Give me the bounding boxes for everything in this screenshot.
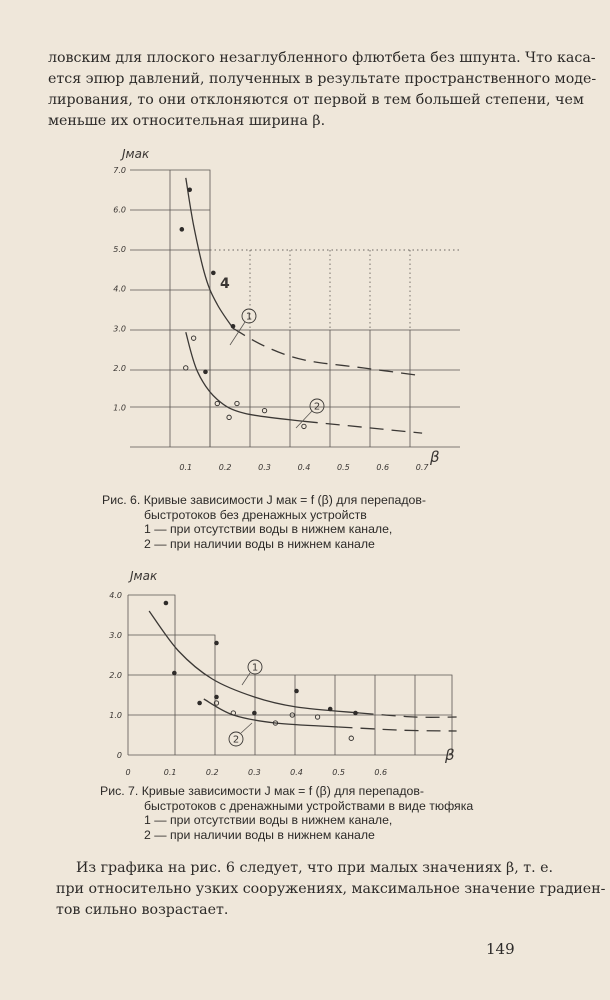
y-tick-label: 2.0 xyxy=(113,363,126,373)
x-tick-label: 0.7 xyxy=(415,463,429,472)
figure-6-chart xyxy=(100,140,460,480)
x-tick-label: 0 xyxy=(125,768,131,777)
y-tick-label: 2.0 xyxy=(109,671,122,680)
intro-line: ловским для плоского незаглубленного флютбета без шпунта. Что каса- xyxy=(48,50,596,66)
x-tick-label: 0.4 xyxy=(297,463,311,472)
caption-title: Рис. 7. Кривые зависимости J мак = f (β) для перепадов- xyxy=(100,784,424,798)
data-point-series-2 xyxy=(235,401,239,405)
stray-mark: 4 xyxy=(220,276,230,292)
x-tick-label: 0.6 xyxy=(374,768,388,777)
intro-line: меньше их относительная ширина β. xyxy=(48,113,326,129)
x-tick-label: 0.1 xyxy=(179,463,193,472)
curve-2-solid xyxy=(204,699,339,727)
x-tick-label: 0.3 xyxy=(248,768,261,777)
curve-label: 1 xyxy=(251,662,259,674)
data-point-series-1 xyxy=(252,711,257,716)
data-point-series-1 xyxy=(328,707,333,712)
y-tick-label: 3.0 xyxy=(109,631,122,640)
conclusion-line: при относительно узких сооружениях, максимальное значение градиен- xyxy=(56,881,606,897)
x-tick-label: 0.4 xyxy=(290,768,303,777)
y-tick-label: 4.0 xyxy=(109,591,122,600)
curve-1-solid xyxy=(186,178,233,328)
caption-line: 1 — при отсутствии воды в нижнем канале, xyxy=(144,522,393,536)
conclusion-paragraph xyxy=(56,858,606,921)
data-point-series-2 xyxy=(184,366,188,370)
data-point-series-2 xyxy=(349,736,353,740)
data-point-series-1 xyxy=(231,324,236,329)
intro-paragraph xyxy=(48,48,597,132)
data-point-series-2 xyxy=(215,401,219,405)
data-point-series-1 xyxy=(214,695,219,700)
curve-label-leader xyxy=(241,723,252,733)
data-point-series-1 xyxy=(180,227,185,232)
y-tick-label: 3.0 xyxy=(113,324,126,334)
page-number: 149 xyxy=(486,940,515,958)
conclusion-line: тов сильно возрастает. xyxy=(56,902,229,918)
data-point-series-1 xyxy=(294,689,299,694)
data-point-series-1 xyxy=(164,601,169,606)
curve-label-leader xyxy=(296,411,312,428)
x-tick-label: 0.1 xyxy=(163,768,177,777)
data-point-series-1 xyxy=(187,187,192,192)
caption-line: 2 — при наличии воды в нижнем канале xyxy=(144,536,375,551)
y-tick-label: 7.0 xyxy=(113,166,126,175)
y-tick-label: 1.0 xyxy=(113,403,126,413)
curve-label: 1 xyxy=(245,311,253,323)
y-axis-label: Jмак xyxy=(122,147,150,161)
x-tick-label: 0.5 xyxy=(332,768,345,777)
caption-line: быстротоков без дренажных устройств xyxy=(144,507,367,522)
data-point-series-2 xyxy=(302,424,306,428)
data-point-series-1 xyxy=(172,671,177,676)
figure-7-chart xyxy=(100,560,470,780)
y-tick-label: 5.0 xyxy=(113,245,126,255)
data-point-series-2 xyxy=(315,715,319,719)
data-point-series-2 xyxy=(262,408,266,412)
intro-line: лирования, то они отклоняются от первой в тем большей степени, чем xyxy=(48,92,584,108)
data-point-series-1 xyxy=(197,701,202,706)
curve-1-dashed xyxy=(233,328,422,376)
data-point-series-2 xyxy=(191,336,195,340)
data-point-series-1 xyxy=(203,370,208,375)
caption-line: 2 — при наличии воды в нижнем канале xyxy=(144,827,375,842)
x-axis-label: β xyxy=(430,448,440,466)
x-tick-label: 0.3 xyxy=(258,463,271,472)
x-tick-label: 0.6 xyxy=(376,463,390,472)
x-axis-label: β xyxy=(445,746,455,764)
curve-2-dashed xyxy=(304,421,422,433)
figure-6-caption xyxy=(102,493,502,551)
caption-title: Рис. 6. Кривые зависимости J мак = f (β) для перепадов- xyxy=(102,493,426,507)
x-tick-label: 0.2 xyxy=(205,768,219,777)
caption-line: быстротоков с дренажными устройствами в виде тюфяка xyxy=(144,798,474,813)
data-point-series-1 xyxy=(211,271,216,276)
x-tick-label: 0.2 xyxy=(218,463,232,472)
y-tick-label: 4.0 xyxy=(113,284,126,294)
curve-2-solid xyxy=(186,332,304,421)
conclusion-line: Из графика на рис. 6 следует, что при малых значениях β, т. е. xyxy=(76,860,554,876)
curve-label: 2 xyxy=(232,734,240,746)
caption-line: 1 — при отсутствии воды в нижнем канале, xyxy=(144,813,393,827)
y-tick-label: 6.0 xyxy=(113,205,126,215)
curve-label: 2 xyxy=(313,401,321,413)
data-point-series-1 xyxy=(214,641,219,646)
grid-line xyxy=(128,635,215,755)
y-tick-label: 0 xyxy=(116,751,122,760)
figure-7-caption xyxy=(100,784,520,842)
data-point-series-2 xyxy=(227,415,231,419)
x-tick-label: 0.5 xyxy=(336,463,350,472)
y-axis-label: Jмак xyxy=(130,569,158,583)
intro-line: ется эпюр давлений, полученных в результате пространственного моде- xyxy=(48,71,597,87)
curve-2-dashed xyxy=(339,727,457,731)
data-point-series-1 xyxy=(353,711,358,716)
y-tick-label: 1.0 xyxy=(109,711,122,720)
